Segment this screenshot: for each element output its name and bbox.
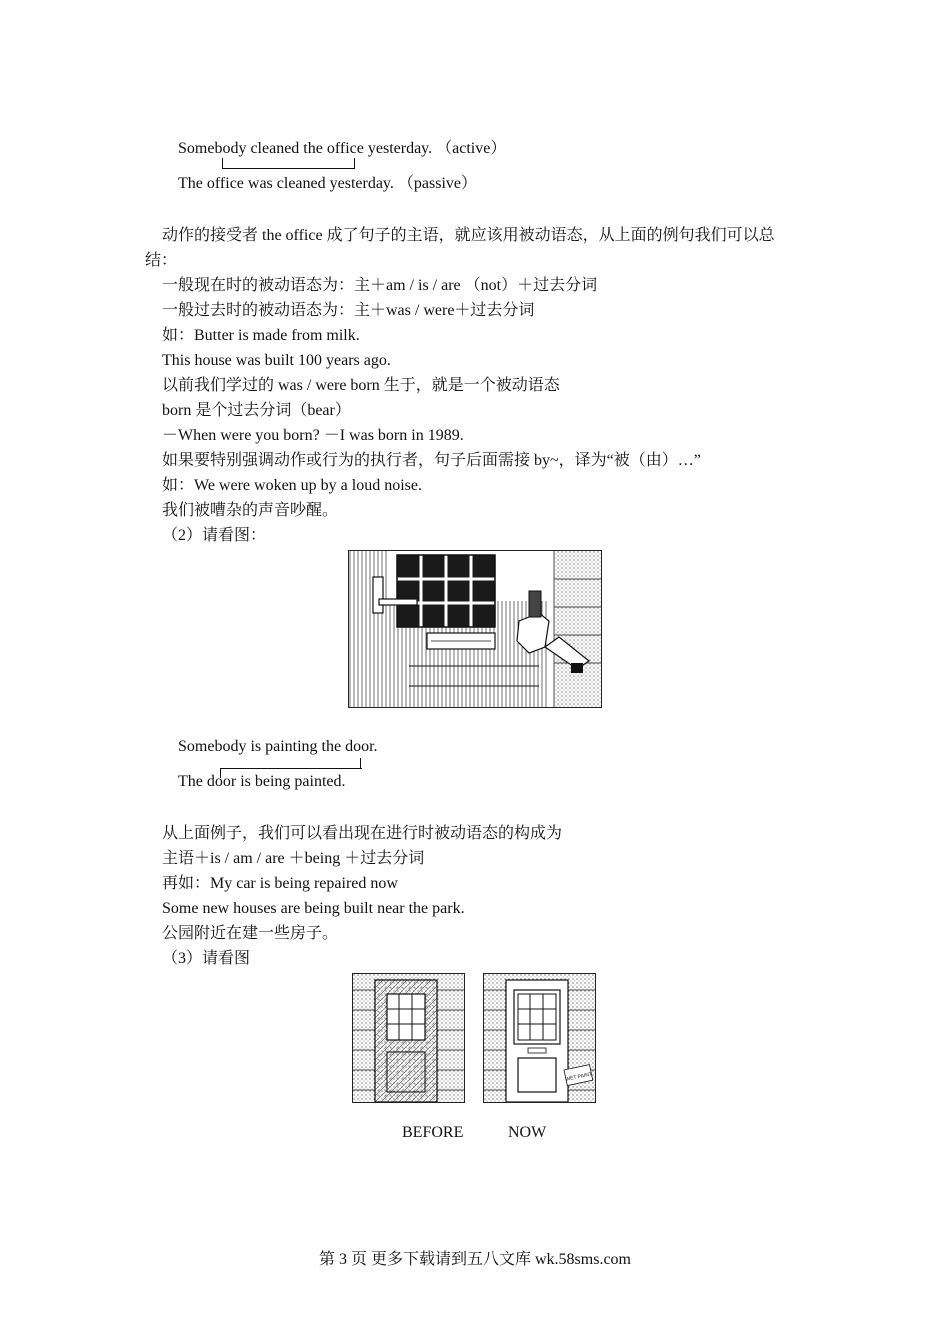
translation-line: 我们被嘈杂的声音吵醒。 — [162, 502, 339, 519]
door-painting-svg — [349, 551, 601, 707]
example2-active-sentence: Somebody is painting the door. — [178, 738, 378, 755]
rule-present-passive: 一般现在时的被动语态为：主＋am / is / are （not）＋过去分词 — [162, 277, 598, 294]
example-line: 再如：My car is being repaired now — [162, 875, 398, 892]
example1-passive-sentence: The office was cleaned yesterday. （passive） — [178, 175, 477, 192]
example-line: 如：Butter is made from milk. — [162, 327, 360, 344]
wet-paint-sign: WET PAINT — [565, 1071, 593, 1083]
before-door-svg — [353, 974, 464, 1102]
section-heading-3: （3）请看图 — [162, 950, 251, 967]
door-painting-illustration — [348, 550, 602, 708]
example1-bracket — [222, 158, 355, 169]
paragraph-line: 结： — [145, 252, 178, 269]
paragraph-line: born 是个过去分词（bear） — [162, 402, 351, 419]
example2-passive-sentence: The door is being painted. — [178, 773, 346, 790]
example2-bracket — [220, 768, 362, 769]
paragraph-line: 从上面例子，我们可以看出现在进行时被动语态的构成为 — [162, 825, 563, 842]
now-label: NOW — [508, 1124, 547, 1141]
before-door-illustration — [352, 973, 465, 1103]
example-line: Some new houses are being built near the park. — [162, 900, 465, 917]
section-heading-2: （2）请看图： — [162, 527, 267, 544]
example-line: This house was built 100 years ago. — [162, 352, 391, 369]
paragraph-line: 如果要特别强调动作或行为的执行者，句子后面需接 by~，译为“被（由）…” — [162, 452, 701, 469]
page-footer: 第 3 页 更多下载请到五八文库 wk.58sms.com — [318, 1251, 631, 1268]
translation-line: 公园附近在建一些房子。 — [162, 925, 339, 942]
before-label: BEFORE — [402, 1124, 464, 1141]
now-door-svg — [484, 974, 595, 1102]
now-door-illustration — [483, 973, 596, 1103]
rule-past-passive: 一般过去时的被动语态为：主＋was / were＋过去分词 — [162, 302, 535, 319]
paragraph-line: 以前我们学过的 was / were born 生于，就是一个被动语态 — [162, 377, 560, 394]
rule-progressive-passive: 主语＋is / am / are ＋being ＋过去分词 — [162, 850, 425, 867]
example-line: 如：We were woken up by a loud noise. — [162, 477, 422, 494]
paragraph-line: 动作的接受者 the office 成了句子的主语，就应该用被动语态，从上面的例句我们可以总 — [162, 227, 775, 244]
example-line: －When were you born? －I was born in 1989. — [162, 427, 464, 444]
example1-active-sentence: Somebody cleaned the office yesterday. （active） — [178, 140, 507, 157]
example2-bracket-right-tick — [360, 758, 361, 768]
